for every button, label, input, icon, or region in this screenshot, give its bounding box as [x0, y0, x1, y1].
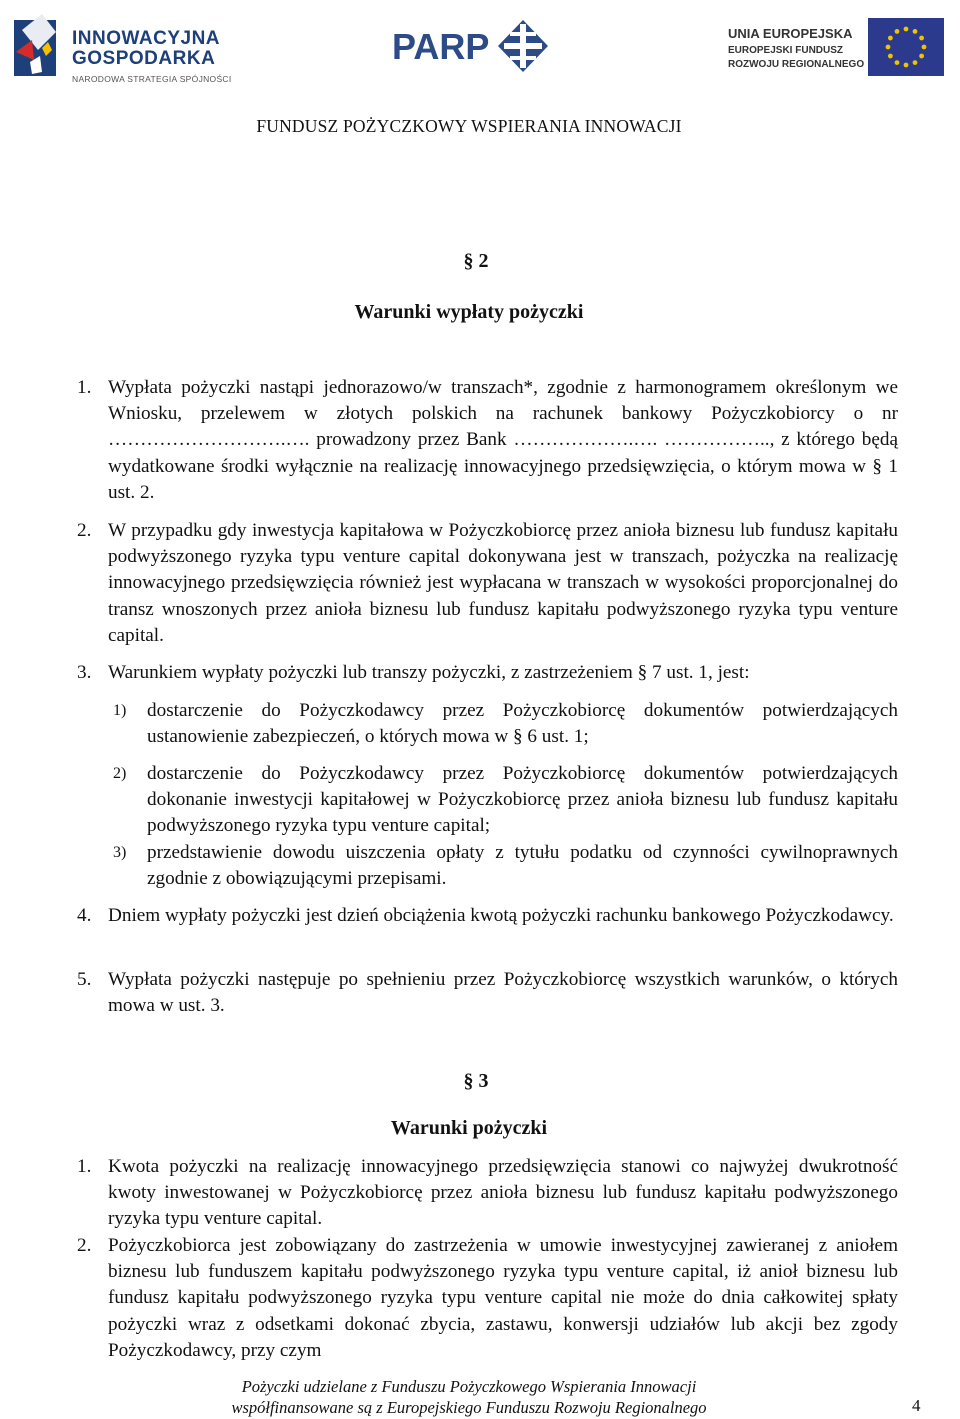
logo-text-innowacyjna: INNOWACYJNA: [72, 28, 221, 49]
s2-item-4-number: 4.: [77, 905, 92, 926]
parp-wordmark: PARP: [392, 26, 490, 67]
section-2-title: Warunki wypłaty pożyczki: [354, 301, 584, 323]
logo-text-gospodarka: GOSPODARKA: [72, 48, 216, 69]
s2-subitem-1-number: 1): [113, 702, 127, 719]
section-3-mark: § 3: [463, 1070, 489, 1092]
page-number: 4: [912, 1396, 921, 1415]
s2-item-5-text: Wypłata pożyczki następuje po spełnieniu przez Pożyczkobiorcę wszystkich warunków, o których mowa w ust. 3.: [108, 969, 898, 1017]
s2-item-3-number: 3.: [77, 662, 92, 683]
innowacyjna-gospodarka-emblem-icon: [12, 12, 64, 78]
s2-subitem-2-text: dostarczenie do Pożyczkodawcy przez Pożyczkobiorcę dokumentów potwierdzających dokonanie inwestycji kapitałowej w Pożyczkobiorcę przez anioła biznesu lub fundusz kapitału podwyższonego ryzyka typu venture capital;: [147, 763, 898, 837]
s2-item-1-number: 1.: [77, 377, 92, 398]
logo-bar: [0, 0, 960, 95]
s2-subitem-3-number: 3): [113, 844, 127, 861]
eu-text-unia: UNIA EUROPEJSKA: [728, 26, 853, 41]
logo-text-strategia: NARODOWA STRATEGIA SPÓJNOŚCI: [72, 74, 232, 84]
parp-symbol-icon: [496, 18, 550, 74]
section-3-title: Warunki pożyczki: [390, 1117, 548, 1139]
s3-item-2-text: Pożyczkobiorca jest zobowiązany do zastrzeżenia w umowie inwestycyjnej zawieranej z aniołem biznesu lub funduszem kapitału podwyższonego ryzyka typu venture capital, iż anioł biznesu lub fundusz kapitału podwyższonego ryzyka typu venture capital nie może do dnia całkowitej spłaty pożyczki wraz z odsetkami dokonać zbycia, zastawu, konwersji udziałów lub akcji bez zgody Pożyczkodawcy, przy czym: [108, 1235, 898, 1361]
footer-line-2: współfinansowane są z Europejskiego Funduszu Rozwoju Regionalnego: [231, 1398, 707, 1417]
s2-item-3-text: Warunkiem wypłaty pożyczki lub transzy pożyczki, z zastrzeżeniem § 7 ust. 1, jest:: [108, 662, 750, 683]
eu-flag-icon: [868, 18, 944, 76]
s2-subitem-1-text: dostarczenie do Pożyczkodawcy przez Pożyczkobiorcę dokumentów potwierdzających ustanowienie zabezpieczeń, o których mowa w § 6 ust. 1;: [147, 700, 898, 748]
eu-logo: [728, 14, 944, 80]
s2-item-4-text: Dniem wypłaty pożyczki jest dzień obciążenia kwotą pożyczki rachunku bankowego Pożyczkodawcy.: [108, 905, 894, 926]
section-2-mark: § 2: [463, 250, 489, 272]
eu-text-rozwoju: ROZWOJU REGIONALNEGO: [728, 59, 865, 70]
s2-item-2-number: 2.: [77, 520, 92, 541]
footer-line-1: Pożyczki udzielane z Funduszu Pożyczkowego Wspierania Innowacji: [241, 1377, 697, 1396]
fund-header: FUNDUSZ POŻYCZKOWY WSPIERANIA INNOWACJI: [256, 116, 682, 136]
s3-item-1-number: 1.: [77, 1156, 92, 1177]
s2-subitem-2-number: 2): [113, 765, 127, 782]
innowacyjna-gospodarka-logo: [12, 12, 232, 82]
s3-item-1-text: Kwota pożyczki na realizację innowacyjnego przedsięwzięcia stanowi co najwyżej dwukrotność kwoty inwestowanej w Pożyczkobiorcę przez anioła biznesu lub fundusz kapitału podwyższonego ryzyka typu venture capital.: [108, 1156, 898, 1230]
eu-text-fundusz: EUROPEJSKI FUNDUSZ: [728, 45, 844, 56]
parp-logo: [392, 16, 550, 76]
s2-item-2-text: W przypadku gdy inwestycja kapitałowa w Pożyczkobiorcę przez anioła biznesu lub fundusz kapitału podwyższonego ryzyka typu venture capital dokonywana jest w transzach, pożyczka na realizację innowacyjnego przedsięwzięcia również jest wypłacana w transzach w wysokości proporcjonalnej do transz wnoszonych przez anioła biznesu lub fundusz kapitału podwyższonego ryzyka typu venture capital.: [108, 520, 898, 646]
s2-subitem-3-text: przedstawienie dowodu uiszczenia opłaty z tytułu podatku od czynności cywilnoprawnych zgodnie z obowiązującymi przepisami.: [147, 842, 898, 890]
s2-item-1-text: Wypłata pożyczki nastąpi jednorazowo/w transzach*, zgodnie z harmonogramem określonym we Wniosku, przelewem w złotych polskich na rachunek bankowy Pożyczkobiorcy o nr ……………………….…. prowadzony przez Bank ……………….…. …………….., z którego będą wydatkowane środki wyłącznie na realizację innowacyjnego przedsięwzięcia, o którym mowa w § 1 ust. 2.: [108, 377, 898, 503]
s3-item-2-number: 2.: [77, 1235, 92, 1256]
s2-item-5-number: 5.: [77, 969, 92, 990]
